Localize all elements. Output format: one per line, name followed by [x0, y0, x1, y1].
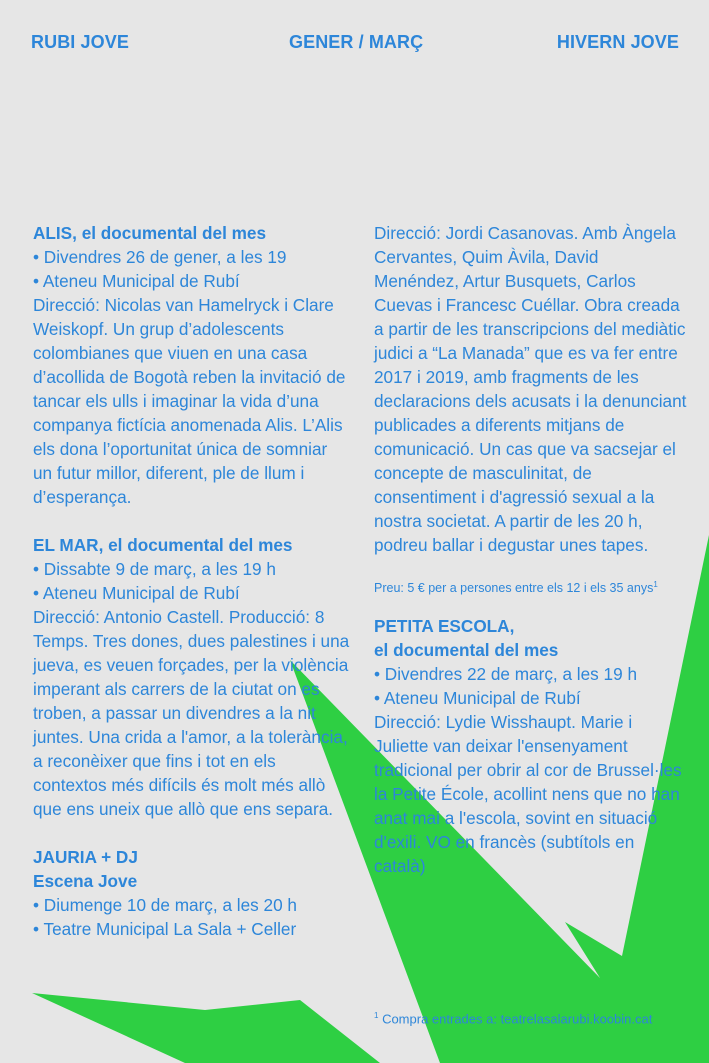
event-title: ALIS, el documental del mes — [33, 223, 267, 243]
header — [0, 32, 709, 54]
event-el-mar — [33, 533, 351, 821]
event-venue: • Ateneu Municipal de Rubí — [33, 583, 240, 603]
event-venue: • Teatre Municipal La Sala + Celler — [33, 919, 297, 939]
event-description: Direcció: Antonio Castell. Producció: 8 Temps. Tres dones, dues palestines i una jueva, es veuen forçades, per la violència imperant als carrers de la ciutat on es troben, a passar un divendres a la nit juntes. Una crida a l'amor, a la tolerància, a reconèixer que fins i tot en els contextos més difícils és molt més allò que ens uneix que allò que ens separa. — [33, 607, 350, 819]
event-alis — [33, 221, 351, 509]
event-date: • Diumenge 10 de març, a les 20 h — [33, 895, 297, 915]
footnote-text: Compra entrades a: teatrelasalarubi.koobin.cat — [378, 1011, 653, 1027]
event-title: JAURIA + DJ — [33, 847, 138, 867]
event-date: • Divendres 26 de gener, a les 19 — [33, 247, 287, 267]
event-title: EL MAR, el documental del mes — [33, 535, 293, 555]
price-note — [374, 577, 688, 596]
price-footnote-mark: 1 — [653, 580, 658, 589]
event-jauria — [33, 845, 351, 941]
event-venue: • Ateneu Municipal de Rubí — [33, 271, 240, 291]
header-left-title: RUBI JOVE — [31, 32, 129, 52]
event-date: • Divendres 22 de març, a les 19 h — [374, 664, 638, 685]
header-center-title: GENER / MARÇ — [289, 32, 424, 52]
event-venue: • Ateneu Municipal de Rubí — [374, 688, 581, 709]
right-column — [374, 221, 688, 878]
event-description: Direcció: Nicolas van Hamelryck i Clare Weiskopf. Un grup d’adolescents colombianes que viuen en una casa d’acollida de Bogotà reben la invitació de tancar els ulls i imaginar la vida d’una companya fictícia anomenada Alis. L’Alis els dona l’oportunitat única de somniar un futur millor, diferent, ple de llum i d’esperança. — [33, 295, 346, 507]
event-title: PETITA ESCOLA, — [374, 616, 515, 637]
left-column — [33, 221, 351, 941]
event-description: Direcció: Lydie Wisshaupt. Marie i Juliette van deixar l'ensenyament tradicional per obrir al cor de Brussel·les la Petite École, acollint nens que no han anat mai a l'escola, sovint en situació d'exili. VO en francès (subtítols en català) — [374, 712, 682, 877]
event-subtitle: el documental del mes — [374, 640, 559, 661]
jauria-description: Direcció: Jordi Casanovas. Amb Àngela Cervantes, Quim Àvila, David Menéndez, Artur Busquets, Carlos Cuevas i Francesc Cuéllar. Obra creada a partir de les transcripcions del mediàtic judici a “La Manada” que es va fer entre 2017 i 2019, amb fragments de les declaracions dels acusats i la denunciant publicades a diferents mitjans de comunicació. Un cas que va sacsejar el concepte de masculinitat, de consentiment i d'agressió sexual a la nostra societat. A partir de les 20 h, podreu ballar i degustar unes tapes. — [374, 223, 687, 555]
event-date: • Dissabte 9 de març, a les 19 h — [33, 559, 276, 579]
event-petita-escola — [374, 614, 688, 878]
header-right-title: HIVERN JOVE — [556, 32, 679, 52]
footnote — [374, 1008, 652, 1027]
event-subtitle: Escena Jove — [33, 871, 138, 891]
footnote-mark: 1 — [374, 1011, 379, 1020]
price-text: Preu: 5 € per a persones entre els 12 i els 35 anys — [374, 581, 654, 596]
